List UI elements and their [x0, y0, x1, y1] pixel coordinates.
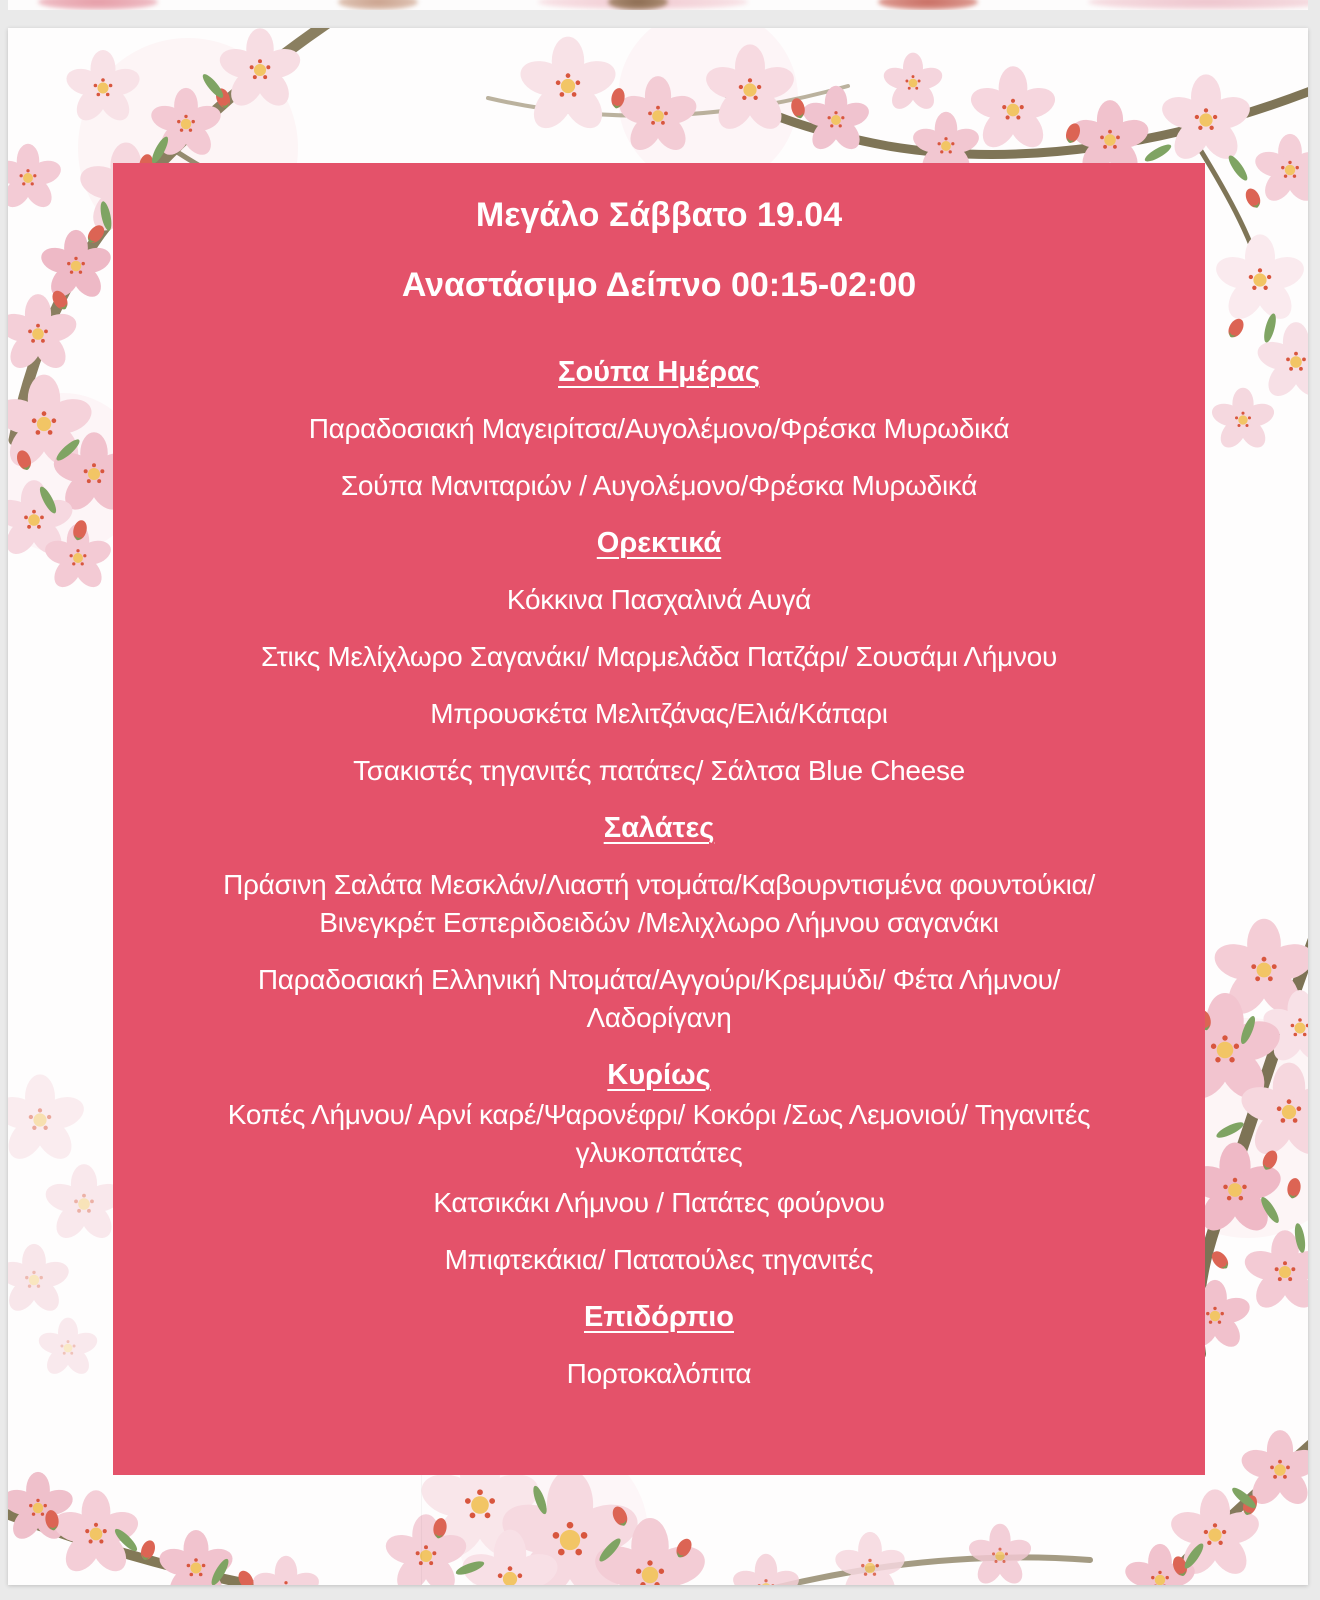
- menu-item: Σούπα Μανιταριών / Αυγολέμονο/Φρέσκα Μυρωδικά: [340, 470, 978, 501]
- almond-blossom-photo: [8, 28, 1308, 1585]
- section-header-dessert: Επιδόρπιο: [583, 1301, 734, 1333]
- section-header-salads: Σαλάτες: [603, 812, 715, 844]
- menu-item: Μπιφτεκάκια/ Πατατούλες τηγανιτές: [444, 1244, 874, 1275]
- menu-item: Παραδοσιακή Μαγειρίτσα/Αυγολέμονο/Φρέσκα Μυρωδικά: [308, 413, 1010, 444]
- menu-card: [113, 163, 1205, 1475]
- blossom-fragment: [878, 0, 978, 10]
- menu-item: Στικς Μελίχλωρο Σαγανάκι/ Μαρμελάδα Πατζάρι/ Σουσάμι Λήμνου: [261, 641, 1057, 672]
- menu-item: Κοπές Λήμνου/ Αρνί καρέ/Ψαρονέφρι/ Κοκόρι /Σως Λεμονιού/ Τηγανιτές γλυκοπατάτες: [227, 1099, 1091, 1168]
- previous-image-sliver: [8, 0, 1308, 10]
- menu-item: Τσακιστές τηγανιτές πατάτες/ Σάλτσα Blue Cheese: [353, 755, 965, 786]
- menu-item: Πορτοκαλόπιτα: [566, 1358, 752, 1389]
- menu-item: Παραδοσιακή Ελληνική Ντομάτα/Αγγούρι/Κρεμμύδι/ Φέτα Λήμνου/Λαδορίγανη: [257, 964, 1061, 1033]
- menu-subtitle: Αναστάσιμο Δείπνο 00:15-02:00: [401, 266, 917, 304]
- section-header-soup-of-the-day: Σούπα Ημέρας: [558, 356, 760, 388]
- menu-item: Κόκκινα Πασχαλινά Αυγά: [506, 584, 812, 615]
- blossom-fragment: [338, 0, 418, 10]
- menu-title: Μεγάλο Σάββατο 19.04: [475, 196, 843, 234]
- blossom-fragment: [1088, 0, 1308, 10]
- blossom-fragment: [38, 0, 158, 10]
- menu-item: Κατσικάκι Λήμνου / Πατάτες φούρνου: [433, 1187, 885, 1218]
- menu-item: Μπρουσκέτα Μελιτζάνας/Ελιά/Κάπαρι: [430, 698, 888, 729]
- section-header-appetizers: Ορεκτικά: [596, 527, 722, 559]
- menu-item: Πράσινη Σαλάτα Μεσκλάν/Λιαστή ντομάτα/Καβουρντισμένα φουντούκια/Βινεγκρέτ Εσπεριδοειδών /Μελιχλωρο Λήμνου σαγανάκι: [223, 869, 1095, 938]
- background-tile-seam: [421, 1475, 422, 1585]
- section-header-mains: Κυρίως: [607, 1059, 711, 1091]
